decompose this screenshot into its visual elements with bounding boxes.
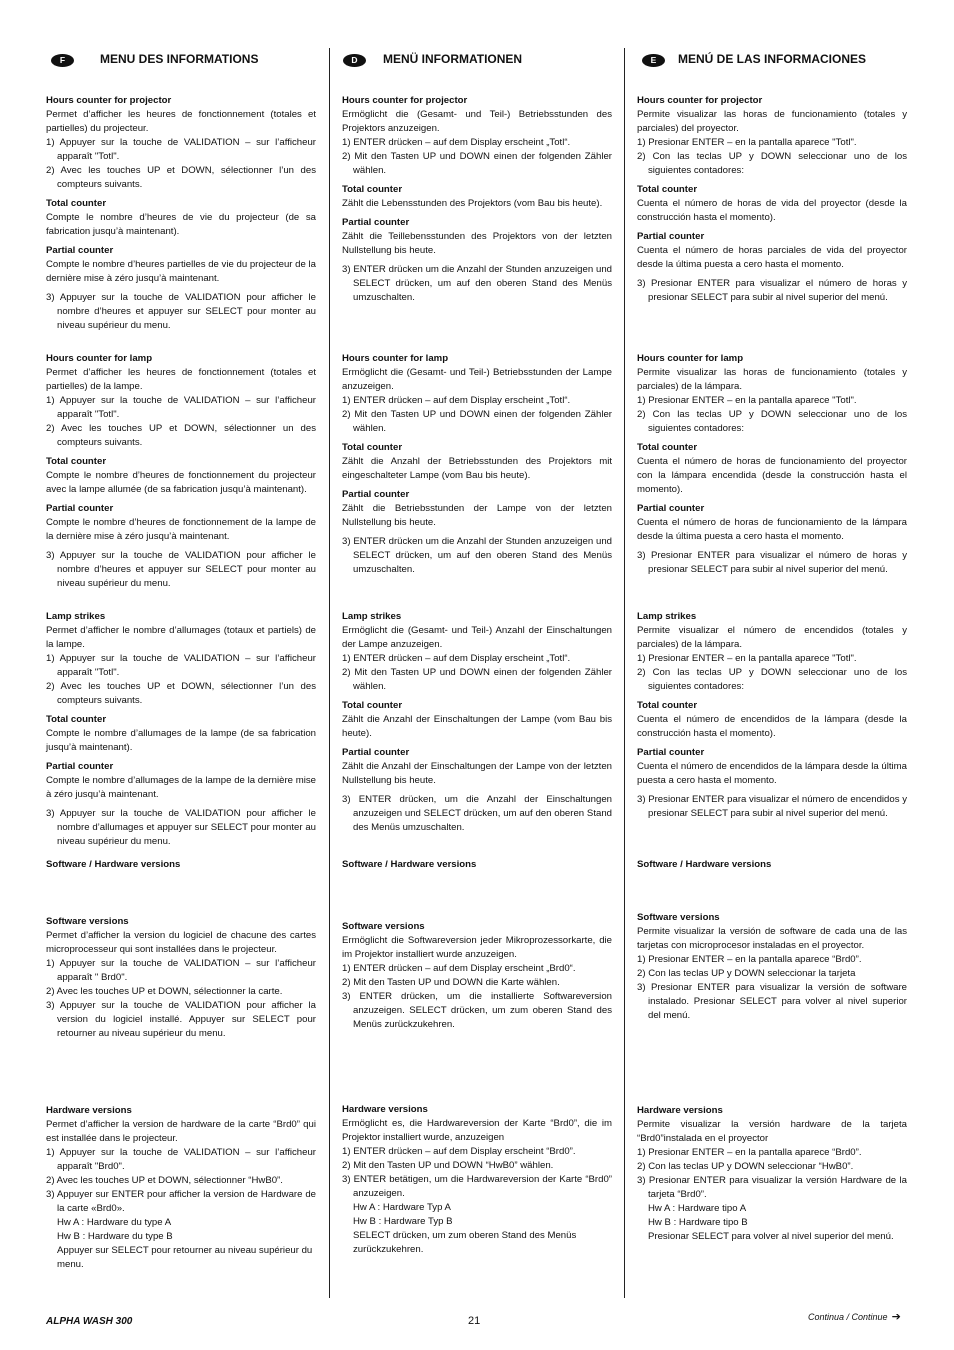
column-divider [624,48,625,1298]
counter-title: Partial counter [46,245,114,256]
step-item: 1) ENTER drücken – auf dem Display erscheint „Totl“. [342,653,571,664]
counter-title: Partial counter [342,747,410,758]
info-section [342,94,612,305]
step-item: 1) ENTER drücken – auf dem Display erscheint „Totl“. [342,137,571,148]
step-list [46,652,316,708]
step-item: 2) Con las teclas UP y DOWN seleccionar “HwB0”. [637,1161,854,1172]
section-title: Hours counter for projector [342,95,468,106]
step-list [46,136,316,192]
step-item: 2) Avec les touches UP et DOWN, sélectionner “HwB0”. [46,1175,283,1186]
section-title: Software / Hardware versions [342,859,477,870]
counter-title: Total counter [46,456,107,467]
hardware-type-line: SELECT drücken, um zum oberen Stand des Menüs zurückzukehren. [353,1230,577,1255]
step-list [46,1146,316,1216]
hardware-type-line: Hw A : Hardware tipo A [648,1203,747,1214]
section-title: Software versions [46,916,129,927]
section-intro: Permite visualizar la versión hardware de la tarjeta “Brd0”instalada en el proyector [637,1119,907,1144]
section-intro: Permite visualizar el número de encendidos (totales y parciales) de la lámpara. [637,625,907,650]
counter-text: Compte le nombre d’allumages de la lampe (de sa fabrication jusqu’à maintenant). [46,728,316,753]
counter-title: Partial counter [342,217,410,228]
step-list [46,549,316,591]
section-title: Hours counter for projector [46,95,172,106]
section-intro: Ermöglicht es, die Hardwareversion der Karte “Brd0”, die im Projektor installiert wurde, anzuzeigen [342,1118,612,1143]
step-item: 3) ENTER drücken um die Anzahl der Stunden anzuzeigen und SELECT drücken, um auf den oberen Stand des Menüs umzuschalten. [342,536,612,575]
step-item: 2) Con las teclas UP y DOWN seleccionar la tarjeta [637,968,856,979]
step-item: 2) Con las teclas UP y DOWN seleccionar uno de los siguientes contadores: [637,667,907,692]
step-item: 3) Appuyer sur ENTER pour afficher la version de Hardware de la carte «Brd0». [46,1189,316,1214]
section-title: Lamp strikes [637,611,697,622]
step-item: 1) ENTER drücken – auf dem Display erscheint „Brd0“. [342,963,576,974]
arrow-right-icon: ➔ [891,1311,901,1323]
info-section [637,94,907,305]
counter-title: Total counter [342,700,403,711]
step-list [637,652,907,694]
info-section [637,352,907,577]
section-title: Software / Hardware versions [637,859,772,870]
step-item: 2) Mit den Tasten UP und DOWN einen der folgenden Zähler wählen. [342,667,612,692]
section-title: Hardware versions [342,1104,428,1115]
info-section [46,1104,316,1272]
counter-title: Partial counter [342,489,410,500]
hardware-type-list [342,1201,612,1257]
section-title: Hours counter for lamp [637,353,744,364]
step-item: 1) Appuyer sur la touche de VALIDATION – sur l’afficheur apparaît "Totl". [46,395,316,420]
step-item: 3) Appuyer sur la touche de VALIDATION pour afficher le nombre d’heures et appuyer sur SELECT pour monter au niveau supérieur du menu. [46,550,316,589]
step-item: 3) ENTER drücken, um die installierte Softwareversion anzuzeigen. SELECT drücken, um zum oberen Stand des Menüs zurückzukehren. [342,991,612,1030]
hardware-type-list [46,1216,316,1272]
section-intro: Permet d’afficher la version du logiciel de chacune des cartes microprocesseur qui sont installées dans le projecteur. [46,930,316,955]
section-intro: Permet d’afficher les heures de fonctionnement (totales et partielles) de la lampe. [46,367,316,392]
step-item: 2) Avec les touches UP et DOWN, sélectionner la carte. [46,986,283,997]
column-german [342,48,612,1255]
step-list [637,136,907,178]
page-number: 21 [468,1315,481,1327]
info-section [342,858,612,872]
counter-text: Compte le nombre d’allumages de la lampe de la dernière mise à zéro jusqu’à maintenant. [46,775,316,800]
step-list [637,549,907,577]
step-item: 3) Presionar ENTER para visualizar el número de encendidos y presionar SELECT para subir al nivel superior del menú. [637,794,907,819]
step-item: 3) Presionar ENTER para visualizar la versión Hardware de la tarjeta “Brd0”. [637,1175,907,1200]
step-item: 3) Appuyer sur la touche de VALIDATION pour afficher la version du logiciel installé. Appuyer sur SELECT pour retourner au niveau supérieur du menu. [46,1000,316,1039]
step-item: 2) Avec les touches UP et DOWN, sélectionner l’un des compteurs suivants. [46,681,316,706]
step-list [342,136,612,178]
counter-text: Zählt die Lebensstunden des Projektors (vom Bau bis heute). [342,198,603,209]
hardware-type-line: Hw A : Hardware du type A [57,1217,172,1228]
step-list [46,394,316,450]
hardware-type-line: Appuyer sur SELECT pour retourner au niveau supérieur du menu. [57,1245,313,1270]
column-french [46,48,316,1270]
step-item: 3) Presionar ENTER para visualizar el número de horas y presionar SELECT para subir al nivel superior del menú. [637,278,907,303]
step-list [637,277,907,305]
counter-text: Compte le nombre d’heures de fonctionnement du projecteur avec la lampe allumée (de sa fabrication jusqu’à maintenant). [46,470,316,495]
section-title: Hours counter for projector [637,95,763,106]
info-section [342,352,612,577]
info-section [46,94,316,333]
step-list [637,793,907,821]
hardware-type-list [637,1202,907,1244]
section-title: Software / Hardware versions [46,859,181,870]
section-title: Lamp strikes [342,611,402,622]
menu-title: MENÚ DE LAS INFORMACIONES [678,52,867,66]
section-intro: Ermöglicht die Softwareversion jeder Mikroprozessorkarte, die im Projektor installiert wurde anzuzeigen. [342,935,612,960]
info-section [342,610,612,835]
counter-text: Cuenta el número de horas parciales de vida del proyector desde la última puesta a cero hasta el momento. [637,245,907,270]
counter-text: Zählt die Teillebensstunden des Projektors von der letzten Nullstellung bis heute. [342,231,612,256]
step-list [342,1145,612,1201]
step-item: 2) Mit den Tasten UP und DOWN einen der folgenden Zähler wählen. [342,409,612,434]
step-item: 2) Mit den Tasten UP und DOWN “HwB0” wählen. [342,1160,554,1171]
counter-title: Partial counter [637,231,705,242]
step-item: 1) ENTER drücken – auf dem Display erscheint “Brd0”. [342,1146,576,1157]
info-section [637,911,907,1023]
continue-note [808,1310,901,1323]
info-section [46,915,316,1041]
section-intro: Permet d’afficher les heures de fonctionnement (totales et partielles) du projecteur. [46,109,316,134]
section-intro: Permite visualizar la versión de software de cada una de las tarjetas con microprocesor instaladas en el proyector. [637,926,907,951]
counter-title: Total counter [637,442,698,453]
language-badge: E [642,54,665,67]
section-title: Hours counter for lamp [342,353,449,364]
language-badge: F [51,54,74,67]
language-badge: D [343,54,366,67]
column-divider [329,48,330,1298]
step-item: 3) ENTER drücken, um die Anzahl der Einschaltungen anzuzeigen und SELECT drücken, um auf den oberen Stand des Menüs umzuschalten. [342,794,612,833]
hardware-type-line: Hw B : Hardware tipo B [648,1217,748,1228]
step-list [637,1146,907,1202]
hardware-type-line: Presionar SELECT para volver al nivel superior del menú. [648,1231,894,1242]
counter-title: Total counter [46,198,107,209]
step-item: 1) Presionar ENTER – en la pantalla aparece "Totl". [637,395,857,406]
step-item: 2) Con las teclas UP y DOWN seleccionar uno de los siguientes contadores: [637,409,907,434]
step-item: 1) Appuyer sur la touche de VALIDATION – sur l’afficheur apparaît "Brd0". [46,1147,316,1172]
counter-title: Total counter [637,184,698,195]
info-section [46,352,316,591]
step-list [342,394,612,436]
counter-text: Zählt die Anzahl der Einschaltungen der Lampe von der letzten Nullstellung bis heute. [342,761,612,786]
step-item: 1) Appuyer sur la touche de VALIDATION – sur l’afficheur apparaît " Brd0". [46,958,316,983]
counter-text: Cuenta el número de horas de vida del proyector (desde la construcción hasta el momento). [637,198,907,223]
info-section [637,858,907,872]
section-title: Hours counter for lamp [46,353,153,364]
step-list [46,807,316,849]
step-item: 3) Presionar ENTER para visualizar el número de horas y presionar SELECT para subir al nivel superior del menú. [637,550,907,575]
column-header [46,48,316,76]
step-item: 1) Appuyer sur la touche de VALIDATION – sur l’afficheur apparaît "Totl". [46,137,316,162]
section-intro: Ermöglicht die (Gesamt- und Teil-) Betriebsstunden der Lampe anzuzeigen. [342,367,612,392]
step-list [342,652,612,694]
menu-title: MENU DES INFORMATIONS [100,52,259,66]
step-item: 1) Presionar ENTER – en la pantalla aparece "Totl". [637,653,857,664]
counter-text: Zählt die Anzahl der Einschaltungen der Lampe (vom Bau bis heute). [342,714,612,739]
step-list [46,291,316,333]
section-title: Hardware versions [46,1105,132,1116]
counter-title: Total counter [342,184,403,195]
step-list [637,953,907,1023]
section-title: Software versions [637,912,720,923]
section-title: Software versions [342,921,425,932]
step-list [342,535,612,577]
step-item: 1) ENTER drücken – auf dem Display erscheint „Totl“. [342,395,571,406]
section-title: Hardware versions [637,1105,723,1116]
continue-label: Continua / Continue [808,1312,888,1322]
hardware-type-line: Hw A : Hardware Typ A [353,1202,451,1213]
section-intro: Ermöglicht die (Gesamt- und Teil-) Anzahl der Einschaltungen der Lampe anzuzeigen. [342,625,612,650]
section-title: Lamp strikes [46,611,106,622]
section-intro: Permet d’afficher le nombre d’allumages (totaux et partiels) de la lampe. [46,625,316,650]
counter-text: Compte le nombre d’heures partielles de vie du projecteur de la dernière mise à zéro jusqu’à maintenant. [46,259,316,284]
counter-title: Total counter [342,442,403,453]
counter-text: Compte le nombre d’heures de fonctionnement de la lampe de la dernière mise à zéro jusqu’à maintenant. [46,517,316,542]
step-item: 1) Presionar ENTER – en la pantalla aparece "Totl". [637,137,857,148]
column-header [637,48,907,76]
section-intro: Permite visualizar las horas de funcionamiento (totales y parciales) de la lámpara. [637,367,907,392]
step-item: 1) Presionar ENTER – en la pantalla aparece “Brd0”. [637,954,862,965]
section-intro: Ermöglicht die (Gesamt- und Teil-) Betriebsstunden des Projektors anzuzeigen. [342,109,612,134]
info-section [46,610,316,849]
info-section [342,1103,612,1257]
counter-text: Zählt die Anzahl der Betriebsstunden des Projektors mit eingeschalteter Lampe (vom Bau bis heute). [342,456,612,481]
counter-text: Cuenta el número de horas de funcionamiento del proyector con la lámpara encendida (desde la construcción hasta el momento). [637,456,907,495]
step-item: 2) Avec les touches UP et DOWN, sélectionner l’un des compteurs suivants. [46,165,316,190]
column-header [342,48,612,76]
section-intro: Permet d’afficher la version de hardware de la carte “Brd0” qui est installée dans le projecteur. [46,1119,316,1144]
counter-title: Partial counter [637,747,705,758]
step-list [637,394,907,436]
counter-text: Cuenta el número de encendidos de la lámpara (desde la construcción hasta el momento). [637,714,907,739]
step-item: 3) Appuyer sur la touche de VALIDATION pour afficher le nombre d’allumages et appuyer sur SELECT pour monter au niveau supérieur du menu. [46,808,316,847]
step-item: 2) Mit den Tasten UP und DOWN einen der folgenden Zähler wählen. [342,151,612,176]
info-section [342,920,612,1032]
product-name: ALPHA WASH 300 [46,1316,133,1327]
counter-text: Zählt die Betriebsstunden der Lampe von der letzten Nullstellung bis heute. [342,503,612,528]
hardware-type-line: Hw B : Hardware du type B [57,1231,173,1242]
hardware-type-line: Hw B : Hardware Typ B [353,1216,453,1227]
info-section [637,1104,907,1244]
step-item: 2) Mit den Tasten UP und DOWN die Karte wählen. [342,977,560,988]
counter-text: Cuenta el número de encendidos de la lámpara desde la última puesta a cero hasta el momento. [637,761,907,786]
counter-title: Total counter [637,700,698,711]
counter-title: Partial counter [46,503,114,514]
section-intro: Permite visualizar las horas de funcionamiento (totales y parciales) del proyector. [637,109,907,134]
step-list [342,263,612,305]
step-item: 3) ENTER drücken um die Anzahl der Stunden anzuzeigen und SELECT drücken, um auf den oberen Stand des Menüs umzuschalten. [342,264,612,303]
counter-text: Cuenta el número de horas de funcionamiento de la lámpara desde la última puesta a cero hasta el momento. [637,517,907,542]
step-item: 1) Appuyer sur la touche de VALIDATION – sur l’afficheur apparaît "Totl". [46,653,316,678]
step-item: 3) ENTER betätigen, um die Hardwareversion der Karte “Brd0” anzuzeigen. [342,1174,612,1199]
step-list [46,957,316,1041]
step-item: 2) Con las teclas UP y DOWN seleccionar uno de los siguientes contadores: [637,151,907,176]
step-list [342,962,612,1032]
info-section [637,610,907,821]
column-spanish [637,48,907,1242]
info-section [46,858,316,872]
counter-text: Compte le nombre d’heures de vie du projecteur (de sa fabrication jusqu’à maintenant). [46,212,316,237]
counter-title: Total counter [46,714,107,725]
menu-title: MENÜ INFORMATIONEN [383,52,523,66]
step-item: 2) Avec les touches UP et DOWN, sélectionner un des compteurs suivants. [46,423,316,448]
step-list [342,793,612,835]
counter-title: Partial counter [637,503,705,514]
step-item: 3) Appuyer sur la touche de VALIDATION pour afficher le nombre d’heures et appuyer sur SELECT pour monter au niveau supérieur du menu. [46,292,316,331]
step-item: 1) Presionar ENTER – en la pantalla aparece “Brd0”. [637,1147,862,1158]
counter-title: Partial counter [46,761,114,772]
step-item: 3) Presionar ENTER para visualizar la versión de software instalado. Presionar SELECT para volver al nivel superior del menú. [637,982,907,1021]
